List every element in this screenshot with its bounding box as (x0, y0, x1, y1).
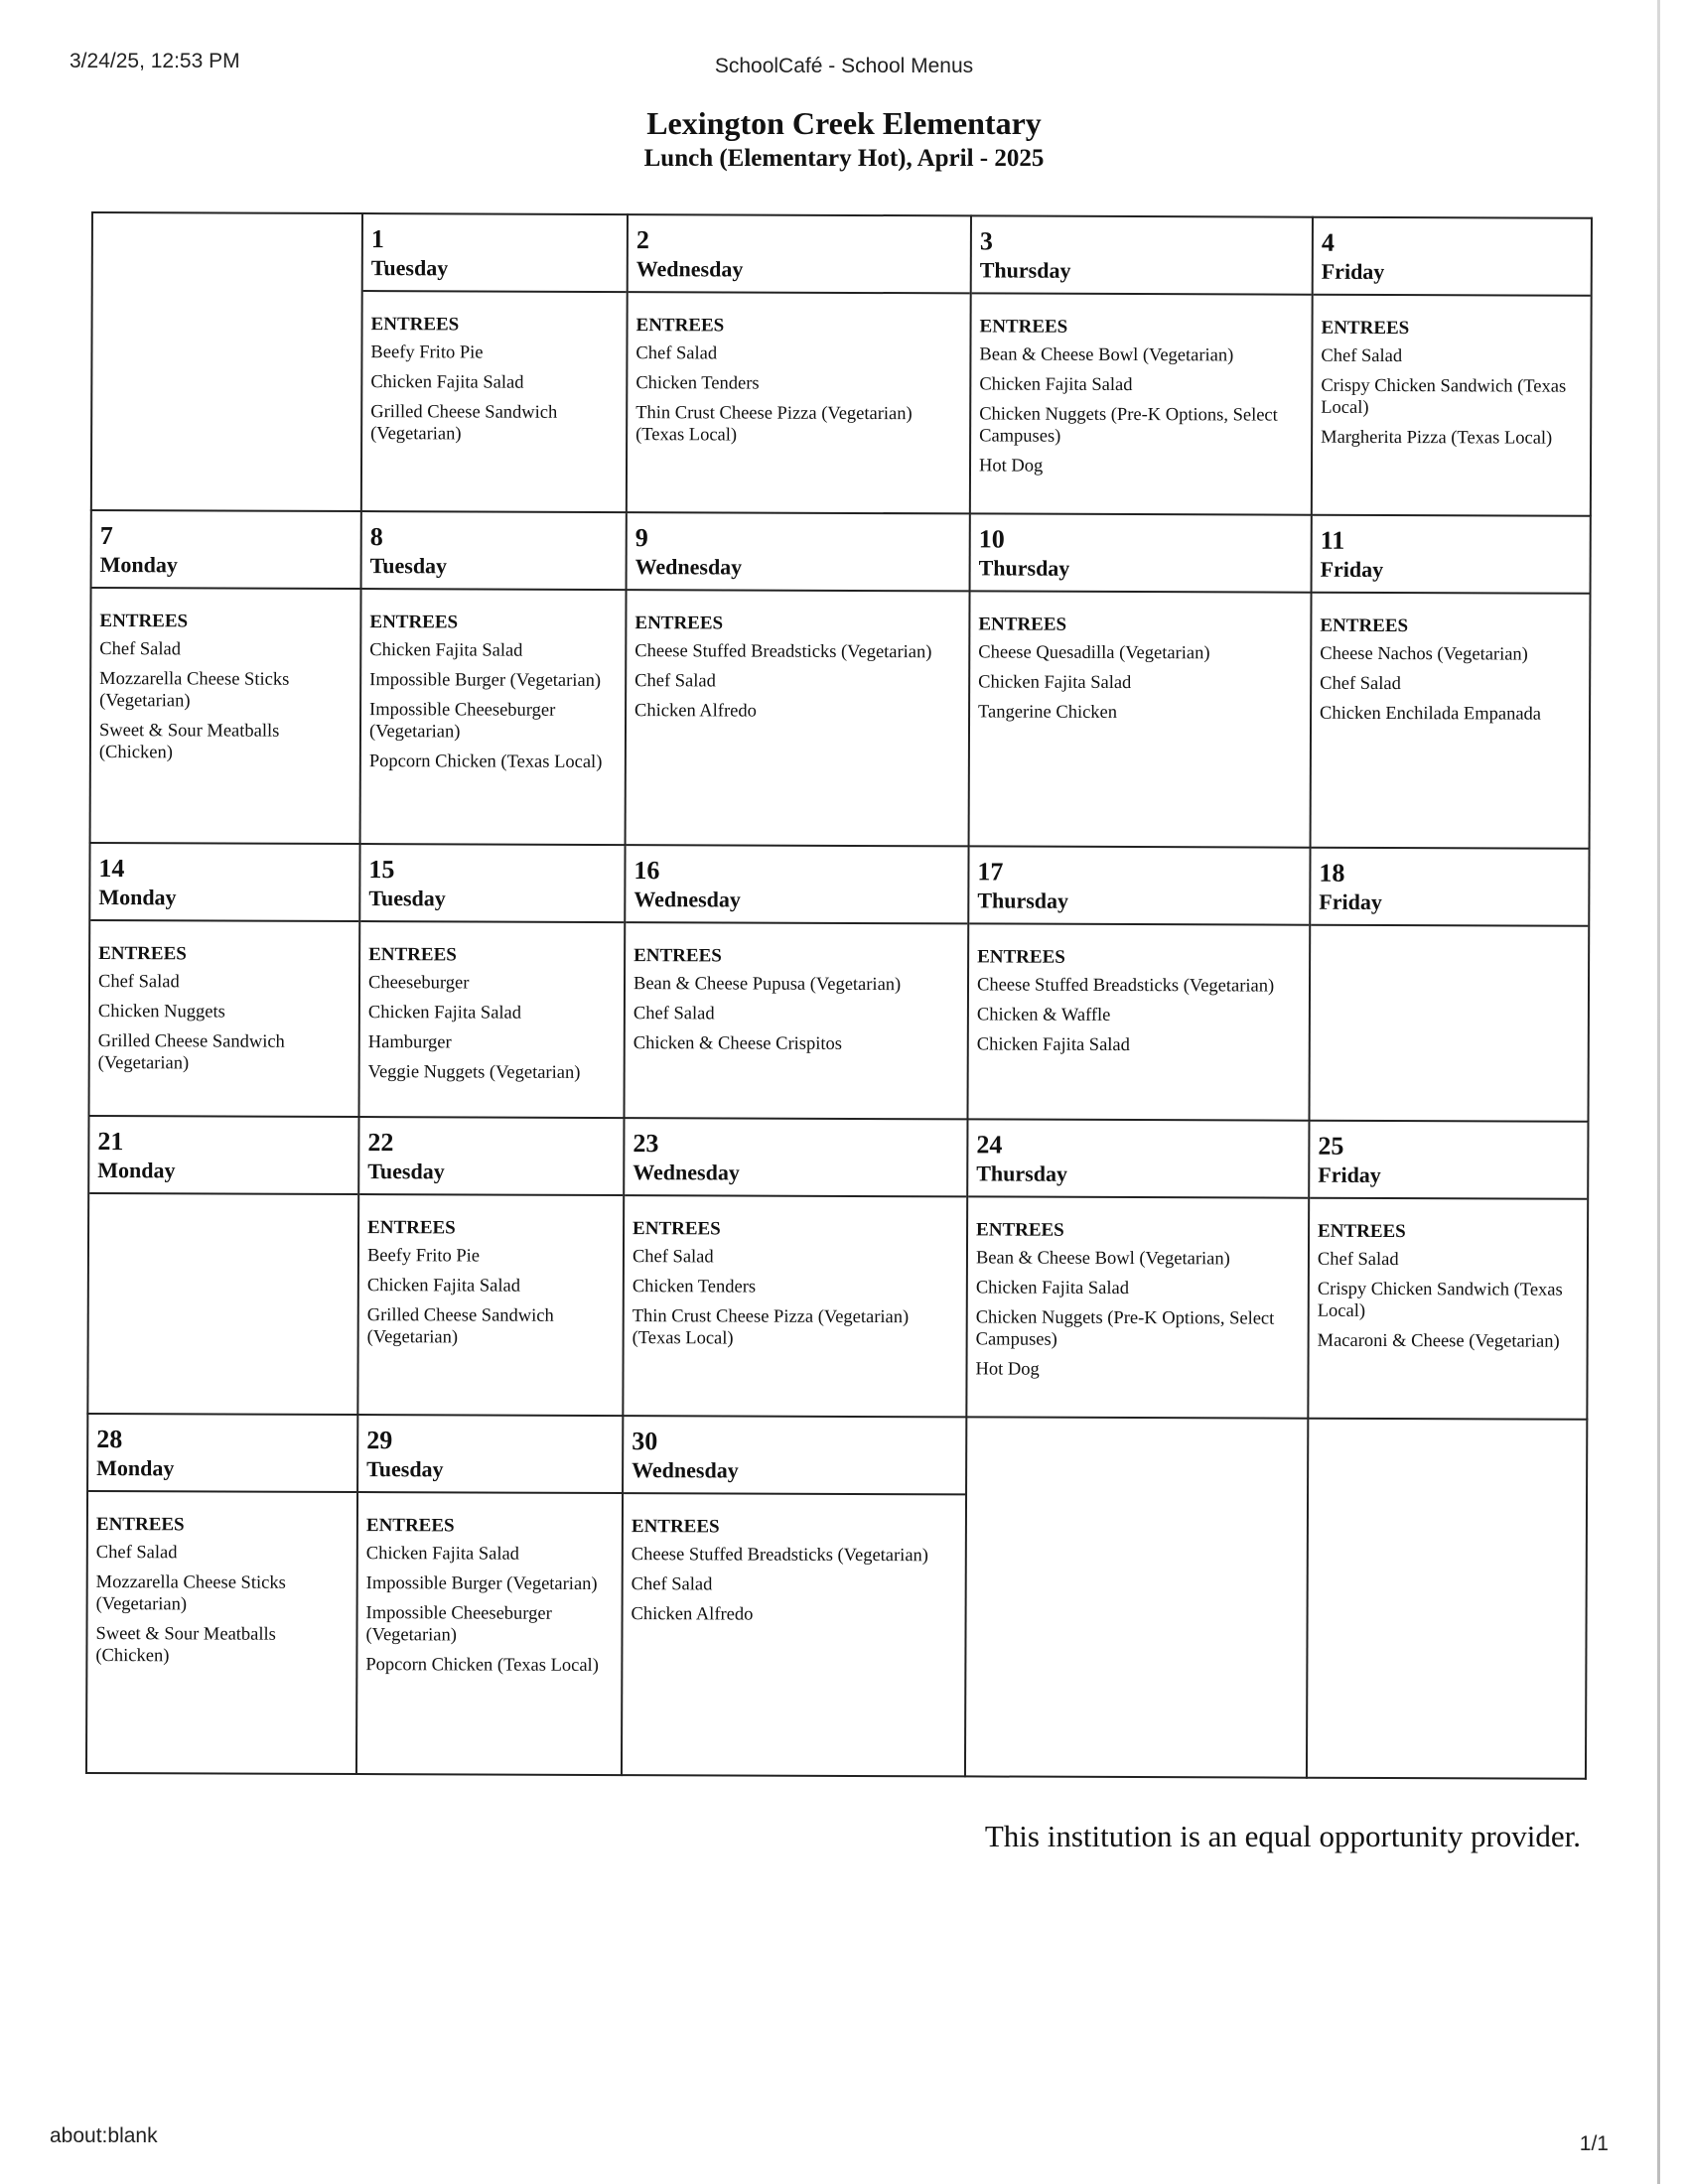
day-number: 21 (97, 1127, 124, 1157)
day-cell (966, 1119, 1309, 1418)
empty-cell (1307, 1419, 1587, 1779)
week-row (87, 1116, 1588, 1420)
entrees-label: ENTREES (633, 1218, 721, 1240)
day-menu (359, 1195, 624, 1365)
menu-item: Bean & Cheese Bowl (Vegetarian) (979, 344, 1234, 366)
day-name: Wednesday (632, 1457, 739, 1483)
day-cell (967, 846, 1310, 1120)
menu-item: Cheese Nachos (Vegetarian) (1320, 643, 1528, 665)
menu-item: Chicken & Cheese Crispitos (633, 1033, 842, 1054)
day-cell (357, 1117, 624, 1416)
menu-item: Bean & Cheese Pupusa (Vegetarian) (633, 974, 902, 996)
day-number: 14 (98, 854, 125, 884)
menu-item: Hot Dog (975, 1359, 1040, 1380)
menu-item: Chef Salad (633, 1004, 715, 1024)
day-header (624, 1417, 965, 1495)
entrees-label: ENTREES (633, 945, 722, 967)
day-cell (360, 511, 627, 845)
print-page-title: SchoolCafé - School Menus (714, 55, 974, 77)
day-number: 10 (978, 524, 1005, 554)
day-number: 11 (1320, 525, 1345, 555)
menu-item: Cheese Stuffed Breadsticks (Vegetarian) (631, 1545, 929, 1567)
day-cell (89, 843, 360, 1117)
day-menu (91, 589, 360, 780)
calendar-body (86, 212, 1592, 1779)
day-name: Wednesday (634, 554, 743, 580)
day-cell (359, 844, 626, 1118)
day-cell (87, 1116, 358, 1415)
entrees-label: ENTREES (979, 316, 1068, 338)
day-header (92, 511, 360, 590)
day-name: Friday (1318, 1161, 1381, 1187)
menu-item: Hamburger (367, 1032, 452, 1053)
entrees-label: ENTREES (367, 1217, 456, 1239)
day-number: 16 (633, 856, 660, 886)
menu-subtitle: Lunch (Elementary Hot), April - 2025 (643, 145, 1045, 172)
day-number: 22 (367, 1128, 394, 1158)
day-header (90, 844, 358, 922)
school-name: Lexington Creek Elementary (646, 105, 1042, 141)
menu-calendar (85, 211, 1593, 1780)
day-number: 29 (366, 1426, 393, 1455)
menu-item: Chicken Alfredo (631, 1604, 754, 1625)
day-name: Monday (97, 1158, 176, 1183)
day-menu (1313, 296, 1591, 466)
week-row (86, 1414, 1587, 1779)
week-row (90, 510, 1591, 849)
day-cell (969, 513, 1312, 847)
day-header (629, 215, 970, 294)
day-number: 17 (977, 857, 1004, 887)
menu-item: Crispy Chicken Sandwich (Texas Local) (1317, 1279, 1563, 1321)
day-menu (360, 922, 625, 1100)
menu-item: Chef Salad (95, 1543, 178, 1564)
menu-item: Chicken Fajita Salad (365, 1544, 519, 1565)
day-cell (90, 510, 361, 844)
menu-item: Grilled Cheese Sandwich (Vegetarian) (370, 402, 558, 445)
menu-item: Chicken Tenders (632, 1277, 757, 1297)
day-header (1314, 218, 1591, 297)
empty-cell (91, 212, 362, 511)
day-name: Tuesday (367, 1159, 445, 1184)
menu-item: Cheese Stuffed Breadsticks (Vegetarian) (976, 975, 1275, 997)
print-url: about:blank (50, 2124, 158, 2147)
day-name: Tuesday (370, 255, 449, 281)
entrees-label: ENTREES (369, 612, 459, 633)
day-name: Tuesday (369, 553, 448, 579)
day-menu (362, 292, 627, 462)
day-name: Wednesday (633, 887, 741, 912)
menu-item: Chicken Fajita Salad (369, 640, 523, 661)
day-header (88, 1415, 356, 1493)
menu-item: Chicken & Waffle (976, 1005, 1111, 1025)
menu-item: Chef Salad (99, 639, 182, 660)
day-number: 15 (368, 855, 395, 885)
menu-item: Grilled Cheese Sandwich (Vegetarian) (97, 1031, 285, 1074)
menu-item: Chicken Fajita Salad (976, 1034, 1130, 1056)
menu-item: Chef Salad (634, 671, 716, 692)
day-cell (356, 1415, 623, 1775)
menu-item: Chicken Nuggets (97, 1002, 225, 1023)
print-page-count: 1/1 (1579, 2132, 1609, 2155)
menu-item: Hot Dog (978, 456, 1044, 477)
day-cell (622, 1416, 966, 1776)
menu-item: Chicken Nuggets (Pre-K Options, Select Campuses) (975, 1307, 1275, 1350)
day-header (362, 512, 626, 591)
entrees-label: ENTREES (635, 315, 725, 337)
menu-item: Chicken Fajita Salad (978, 672, 1132, 694)
menu-item: Macaroni & Cheese (Vegetarian) (1317, 1330, 1560, 1352)
day-cell (1309, 848, 1589, 1122)
day-menu (1310, 1199, 1588, 1369)
entrees-label: ENTREES (1321, 317, 1410, 340)
day-name: Thursday (977, 887, 1069, 913)
menu-item: Chicken Fajita Salad (367, 1003, 522, 1024)
entrees-label: ENTREES (368, 944, 457, 966)
menu-item: Margherita Pizza (Texas Local) (1321, 427, 1553, 449)
day-menu (625, 1196, 967, 1366)
day-cell (623, 1118, 967, 1417)
day-number: 30 (632, 1427, 658, 1456)
day-cell (1308, 1121, 1588, 1420)
day-name: Wednesday (633, 1160, 740, 1185)
day-menu (90, 921, 359, 1091)
menu-item: Tangerine Chicken (978, 702, 1118, 723)
day-number: 4 (1321, 227, 1335, 257)
day-cell (1312, 217, 1592, 516)
day-header (969, 847, 1309, 925)
day-menu (1312, 594, 1590, 742)
day-header (972, 216, 1312, 295)
day-name: Monday (96, 1455, 175, 1481)
day-name: Friday (1319, 888, 1382, 914)
day-menu (971, 294, 1312, 493)
day-cell (970, 215, 1313, 514)
day-header (626, 846, 967, 924)
day-number: 23 (633, 1129, 659, 1159)
day-cell (627, 214, 971, 513)
entrees-label: ENTREES (976, 1219, 1064, 1241)
menu-item: Chicken Fajita Salad (366, 1276, 521, 1297)
menu-item: Crispy Chicken Sandwich (Texas Local) (1321, 375, 1567, 418)
entrees-label: ENTREES (978, 614, 1067, 635)
menu-item: Popcorn Chicken (Texas Local) (365, 1655, 599, 1676)
menu-item: Chef Salad (632, 1247, 714, 1268)
entrees-label: ENTREES (95, 1514, 185, 1536)
entrees-label: ENTREES (98, 943, 187, 965)
entrees-label: ENTREES (634, 613, 724, 634)
day-menu (967, 1197, 1308, 1397)
day-number: 18 (1319, 858, 1345, 887)
day-menu (969, 924, 1310, 1072)
day-name: Tuesday (366, 1456, 444, 1482)
menu-item: Sweet & Sour Meatballs (Chicken) (98, 721, 280, 763)
menu-item: Thin Crust Cheese Pizza (Vegetarian) (Texas Local) (635, 403, 913, 446)
menu-item: Chef Salad (1317, 1249, 1399, 1271)
day-name: Monday (98, 885, 177, 910)
menu-item: Grilled Cheese Sandwich (Vegetarian) (366, 1305, 554, 1348)
day-header (358, 1416, 622, 1494)
day-header (360, 845, 624, 923)
day-menu (357, 1493, 622, 1693)
menu-item: Veggie Nuggets (Vegetarian) (367, 1062, 581, 1083)
day-header (968, 1120, 1308, 1198)
entrees-label: ENTREES (370, 314, 460, 336)
menu-item: Sweet & Sour Meatballs (Chicken) (95, 1624, 276, 1667)
day-name: Wednesday (635, 256, 744, 282)
menu-item: Chicken Tenders (635, 373, 760, 394)
menu-item: Chicken Fajita Salad (370, 372, 524, 393)
day-menu (627, 591, 969, 739)
menu-item: Beefy Frito Pie (366, 1246, 481, 1267)
menu-item: Chef Salad (635, 343, 718, 364)
day-header (971, 514, 1311, 593)
day-header (1313, 516, 1590, 595)
day-name: Friday (1321, 258, 1385, 285)
day-name: Friday (1320, 556, 1384, 582)
day-header (89, 1117, 357, 1195)
day-header (359, 1118, 623, 1196)
scan-edge (1657, 0, 1660, 2184)
menu-item: Impossible Cheeseburger (Vegetarian) (365, 1603, 552, 1646)
day-number: 3 (979, 226, 993, 256)
entrees-label: ENTREES (631, 1516, 720, 1538)
equal-opportunity-statement: This institution is an equal opportunity provider. (984, 1819, 1581, 1853)
day-menu (361, 590, 626, 789)
menu-item: Chef Salad (631, 1574, 713, 1595)
menu-item: Mozzarella Cheese Sticks (Vegetarian) (99, 669, 290, 712)
day-menu (970, 592, 1311, 740)
entrees-label: ENTREES (1318, 1220, 1406, 1243)
day-header (1310, 1122, 1587, 1200)
day-number: 2 (635, 225, 649, 255)
menu-item: Chef Salad (1321, 345, 1403, 367)
menu-item: Popcorn Chicken (Texas Local) (368, 751, 603, 772)
menu-item: Cheeseburger (367, 973, 470, 994)
menu-item: Cheese Stuffed Breadsticks (Vegetarian) (634, 641, 932, 663)
day-number: 24 (976, 1130, 1003, 1160)
print-date: 3/24/25, 12:53 PM (70, 50, 240, 72)
day-cell (626, 512, 970, 846)
day-number: 25 (1318, 1131, 1344, 1160)
day-menu (87, 1492, 356, 1684)
menu-item: Chicken Alfredo (634, 701, 757, 722)
menu-item: Cheese Quesadilla (Vegetarian) (978, 642, 1210, 664)
day-name: Thursday (976, 1160, 1068, 1186)
entrees-label: ENTREES (365, 1515, 455, 1537)
menu-item: Bean & Cheese Bowl (Vegetarian) (975, 1248, 1230, 1270)
day-cell (361, 213, 628, 512)
day-header (363, 214, 627, 293)
menu-item: Impossible Burger (Vegetarian) (369, 670, 602, 691)
day-header (628, 513, 969, 592)
menu-item: Chicken Nuggets (Pre-K Options, Select Campuses) (979, 404, 1278, 447)
entrees-label: ENTREES (977, 946, 1065, 968)
entrees-label: ENTREES (99, 611, 189, 632)
day-menu (626, 923, 968, 1071)
day-header (1311, 849, 1588, 927)
day-name: Thursday (979, 257, 1071, 283)
menu-item: Chicken Fajita Salad (975, 1278, 1130, 1299)
menu-item: Chef Salad (97, 972, 180, 993)
empty-cell (965, 1417, 1308, 1777)
entrees-label: ENTREES (1320, 614, 1409, 637)
day-name: Monday (99, 552, 178, 578)
day-name: Thursday (978, 555, 1070, 581)
menu-item: Chef Salad (1320, 673, 1401, 695)
day-name: Tuesday (368, 886, 446, 911)
menu-item: Chicken Fajita Salad (979, 374, 1133, 396)
day-cell (86, 1414, 357, 1774)
day-number: 8 (369, 522, 383, 552)
menu-item: Mozzarella Cheese Sticks (Vegetarian) (95, 1572, 286, 1615)
day-number: 7 (99, 521, 113, 551)
day-cell (1311, 515, 1591, 849)
day-number: 1 (370, 224, 384, 254)
week-row (91, 212, 1592, 516)
menu-item: Impossible Burger (Vegetarian) (365, 1573, 598, 1594)
day-number: 9 (634, 523, 648, 553)
day-cell (624, 845, 968, 1119)
day-number: 28 (96, 1425, 123, 1454)
menu-item: Beefy Frito Pie (370, 342, 484, 363)
menu-item: Impossible Cheeseburger (Vegetarian) (368, 700, 556, 743)
menu-item: Chicken Enchilada Empanada (1320, 703, 1542, 725)
day-header (625, 1119, 966, 1197)
menu-item: Thin Crust Cheese Pizza (Vegetarian) (Texas Local) (632, 1306, 910, 1349)
day-menu (628, 293, 970, 463)
week-row (89, 843, 1590, 1122)
day-menu (623, 1494, 965, 1642)
